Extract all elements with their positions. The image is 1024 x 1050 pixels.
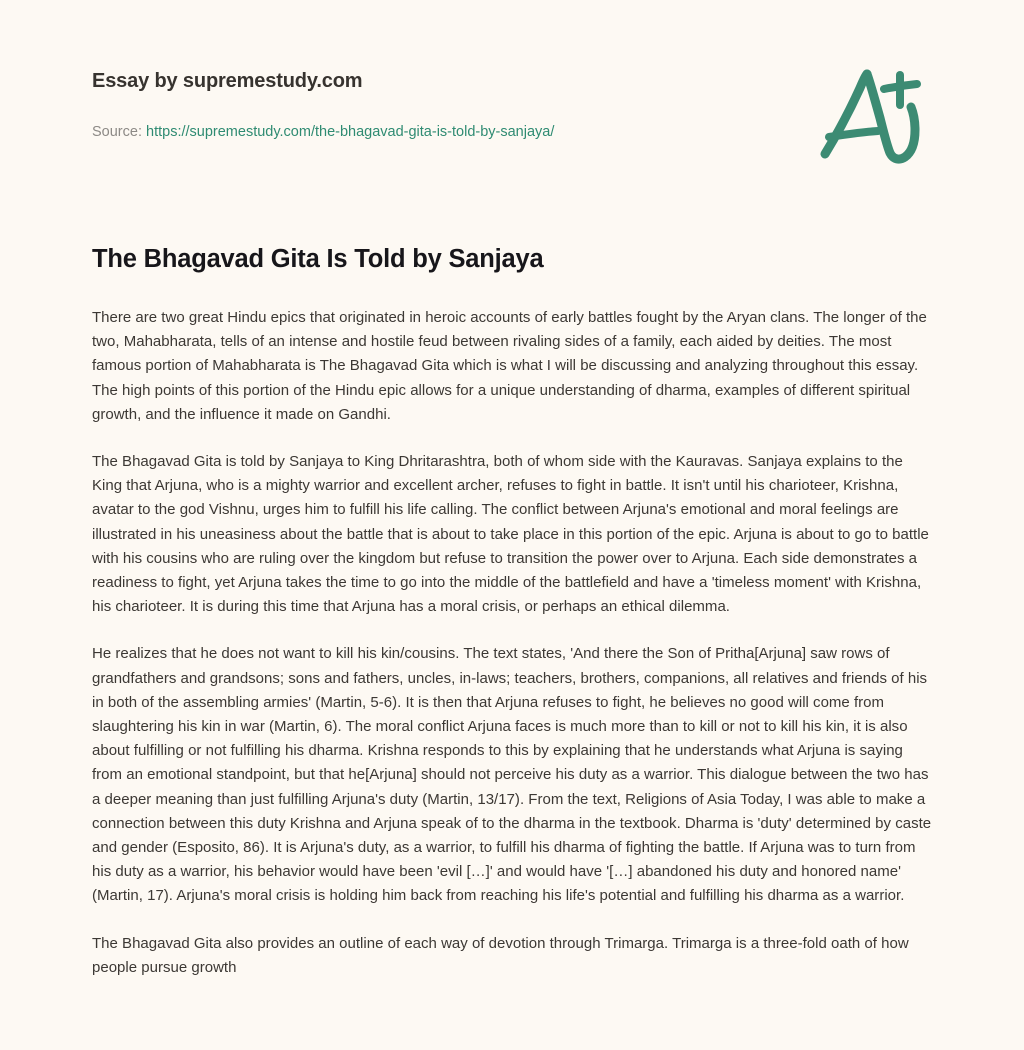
brand-logo — [812, 58, 932, 170]
source-url-link[interactable]: https://supremestudy.com/the-bhagavad-gita-is-told-by-sanjaya/ — [146, 124, 555, 140]
paragraph: The Bhagavad Gita is told by Sanjaya to King Dhritarashtra, both of whom side with the Kauravas. Sanjaya explains to the King that Arjuna, who is a mighty warrior and excellent archer, refuses to fight in battle. It isn't until his charioteer, Krishna, avatar to the god Vishnu, urges him to fulfill his life calling. The conflict between Arjuna's emotional and moral feelings are illustrated in his uneasiness about the battle that is about to take place in this portion of the epic. Arjuna is about to go to battle with his cousins who are ruling over the kingdom but refuse to transition the power over to Arjuna. Each side demonstrates a readiness to fight, yet Arjuna takes the time to go into the middle of the battlefield and have a 'timeless moment' with Krishna, his charioteer. It is during this time that Arjuna has a moral crisis, or perhaps an ethical dilemma. — [92, 453, 929, 616]
byline: Essay by supremestudy.com — [92, 70, 363, 92]
source-line — [92, 123, 554, 141]
a-plus-logo-icon — [812, 58, 932, 170]
paragraph: There are two great Hindu epics that originated in heroic accounts of early battles fought by the Aryan clans. The longer of the two, Mahabharata, tells of an intense and hostile feud between rivaling sides of a family, each aided by deities. The most famous portion of Mahabharata is The Bhagavad Gita which is what I will be discussing and analyzing throughout this essay. The high points of this portion of the Hindu epic allows for a unique understanding of dharma, examples of different spiritual growth, and the influence it made on Gandhi. — [92, 309, 927, 423]
paragraph: He realizes that he does not want to kill his kin/cousins. The text states, 'And there the Son of Pritha[Arjuna] saw rows of grandfathers and grandsons; sons and fathers, uncles, in-laws; teachers, brothers, companions, all relatives and friends of his in both of the assembling armies' (Martin, 5-6). It is then that Arjuna refuses to fight, he believes no good will come from slaughtering his kin in war (Martin, 6). The moral conflict Arjuna faces is much more than to kill or not to kill his kin, it is also about fulfilling or not fulfilling his dharma. Krishna responds to this by explaining that he understands what Arjuna is saying from an emotional standpoint, but that he[Arjuna] should not perceive his duty as a warrior. This dialogue between the two has a deeper meaning than just fulfilling Arjuna's duty (Martin, 13/17). From the text, Religions of Asia Today, I was able to make a connection between this duty Krishna and Arjuna speak of to the dharma in the textbook. Dharma is 'duty' determined by caste and gender (Esposito, 86). It is Arjuna's duty, as a warrior, to fulfill his dharma of fighting the battle. If Arjuna was to turn from his duty as a warrior, his behavior would have been 'evil […]' and would have '[…] abandoned his duty and honored name' (Martin, 17). Arjuna's moral crisis is holding him back from reaching his life's potential and fulfilling his dharma as a warrior. — [92, 645, 932, 905]
article — [92, 243, 936, 980]
source-label: Source: — [92, 124, 142, 140]
page-title: The Bhagavad Gita Is Told by Sanjaya — [92, 245, 544, 273]
page-header — [0, 0, 1024, 200]
paragraph: The Bhagavad Gita also provides an outline of each way of devotion through Trimarga. Trimarga is a three-fold oath of how people pursue growth — [92, 934, 909, 976]
article-body — [92, 306, 936, 980]
